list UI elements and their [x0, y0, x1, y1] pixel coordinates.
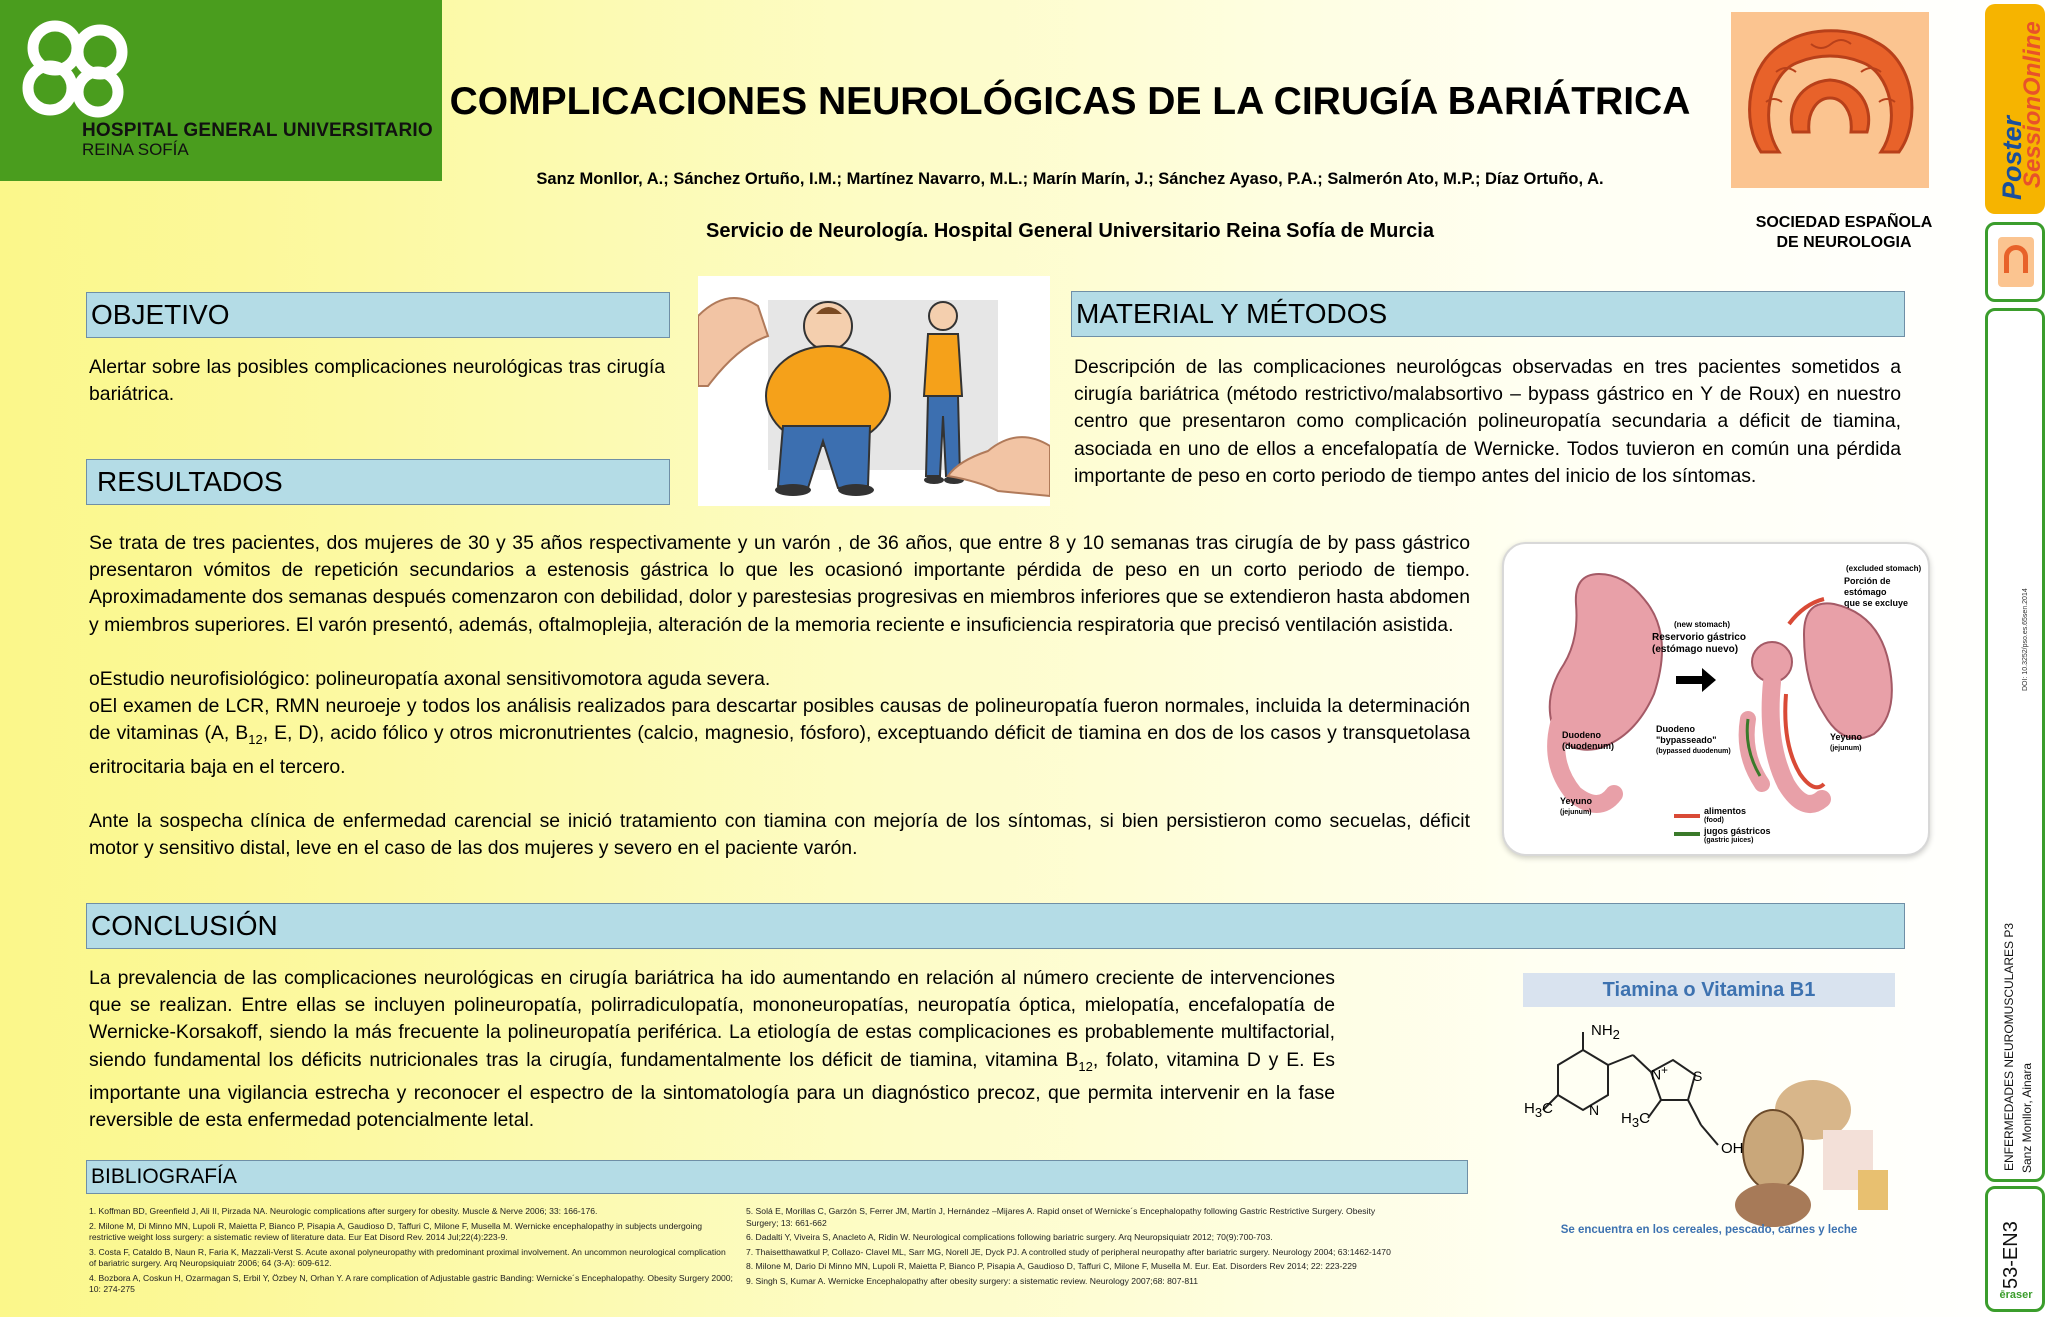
bibliografia-right	[746, 1206, 1406, 1290]
bib-ref-7: 7. Thaisetthawatkul P, Collazo- Clavel ML, Sarr MG, Norell JE, Dyck PJ. A controlled study of peripheral neuropathy after bariatric surgery. Neurology 2004; 63:1462-1470	[746, 1246, 1391, 1257]
session-word: SessionOnline	[2019, 21, 2046, 188]
bib-ref-3: 3. Costa F, Cataldo B, Naun R, Faria K, Mazzali-Verst S. Acute axonal polyneuropathy with predominant proximal involvement. An uncommon neurological complication of bariatric surgery. Arq Neuropsiquiatr 2006; 64 (3-A): 609-612.	[89, 1246, 726, 1268]
resultados-bullet-2: oEl examen de LCR, RMN neuroeje y todos los análisis realizados para descartar posibles causas de polineuropatía fueron normales, incluida la determinación de vitaminas (A, $B_{12}$, E, D), acido fólico y otros micronutrientes (calcio, magnesio, fósforo), exceptuando déficit de tiamina en dos de los casos y transquetolasa eritrocitaria baja en el tercero.	[89, 695, 1470, 778]
resultados-bullet-1: oEstudio neurofisiológico: polineuropatía axonal sensitivomotora aguda severa.	[89, 668, 771, 691]
resultados-paragraph-3: Ante la sospecha clínica de enfermedad carencial se inició tratamiento con tiamina con mejoría de los síntomas, si bien persistieron como secuelas, déficit motor y sensitivo distal, leve en el caso de las dos mujeres y severo en el paciente varón.	[89, 809, 1470, 860]
label-reservorio: Reservorio gástrico (estómago nuevo)	[1652, 632, 1746, 655]
label-duodeno-bypassed: Duodeno "bypasseado" (bypassed duodenum)	[1656, 724, 1731, 755]
gastric-bypass-diagram	[1502, 542, 1930, 856]
society-name	[1731, 213, 1957, 253]
sen-logo	[1731, 12, 1929, 188]
label-yeyuno-right: Yeyuno (jejunum)	[1830, 732, 1863, 752]
bullet-marker: o	[89, 695, 100, 718]
weight-loss-figures-icon	[698, 276, 1050, 506]
bib-ref-4: 4. Bozbora A, Coskun H, Ozarmagan S, Erbil Y, Özbey N, Orhan Y. A rare complication of Adjustable gastric Banding: Wernicke´s Encephalopathy. Obesity Surgery 2000; 10: 274-275	[89, 1272, 733, 1294]
label-n-ring: N	[1589, 1102, 1600, 1118]
doi-text: DOI: 10.3252/pso.es.65sen.2014	[2022, 588, 2029, 691]
society-name-line2: DE NEUROLOGIA	[1776, 234, 1912, 251]
brain-icon	[1731, 12, 1929, 188]
sen-mini-badge	[1985, 222, 2045, 302]
poster-info-panel	[1985, 308, 2045, 1182]
conclusion-text: La prevalencia de las complicaciones neurológicas en cirugía bariátrica ha ido aumentando en relación al número creciente de intervenciones que se realizan. Entre ellas se incluyen polineuropatía, polirradiculopatía, mononeuropatías, neuropatía óptica, mielopatía, encefalopatía de Wernicke-Korsakoff, siendo la más frecuente la polineuropatía periférica. La etiología de estas complicaciones es probablemente multifactorial, siendo fundamental los déficits nutricionales tras la cirugía, fundamentalmente los déficit de tiamina, vitamina $B_{12}$, folato, vitamina D y E. Es importante una vigilancia estrecha y reconocer el espectro de la sintomatología para un diagnóstico precoz, que permita intervenir en la fase reversible de esta enfermedad potencialmente letal.	[89, 967, 1336, 1131]
label-h3c-b: $H_3C$	[1621, 1110, 1650, 1130]
bullet-marker: o	[89, 668, 100, 691]
society-name-line1: SOCIEDAD ESPAÑOLA	[1755, 214, 1933, 231]
poster-title: COMPLICACIONES NEUROLÓGICAS DE LA CIRUGÍA BARIÁTRICA	[449, 80, 1691, 123]
sen-mini-icon	[1998, 237, 2034, 287]
label-nh2: $NH_2$	[1591, 1022, 1620, 1042]
label-h3c-a: $H_3C$	[1524, 1100, 1553, 1120]
author-text: Sanz Monllor, Ainara	[2020, 1062, 2034, 1173]
bib-ref-5: 5. Solá E, Morillas C, Garzón S, Ferrer JM, Martín J, Hernández –Mijares A. Rapid onset of Wernicke´s Encephalopathy following Gastric Restrictive Surgery. Obesity Surgery; 13: 661-662	[746, 1206, 1376, 1228]
objetivo-text: Alertar sobre las posibles complicaciones neurológicas tras cirugía bariátrica.	[89, 356, 665, 406]
material-heading: MATERIAL Y MÉTODOS	[1071, 291, 1905, 337]
bibliografia-left	[89, 1206, 735, 1299]
label-s: S	[1693, 1068, 1703, 1084]
conclusion-heading: CONCLUSIÓN	[86, 903, 1905, 949]
bib-ref-9: 9. Singh S, Kumar A. Wernicke Encephalopathy after obesity surgery: a sistematic review. Neurology 2007;68: 807-811	[746, 1275, 1199, 1286]
poster-service: Servicio de Neurología. Hospital General Universitario Reina Sofía de Murcia	[706, 220, 1434, 242]
poster-code: 53-EN3	[2000, 1221, 2022, 1289]
objetivo-heading: OBJETIVO	[86, 292, 670, 338]
eraser-brand: ēraser	[1999, 1289, 2033, 1301]
bib-ref-8: 8. Milone M, Dario Di Minno MN, Lupoli R, Maietta P, Bianco P, Pisapia A, Gaudioso D, Taffuri C, Milone F, Musella M. Eur. Eat. Disorders Rev 2014; 22: 223-229	[746, 1261, 1357, 1271]
poster-word: Poster	[1997, 115, 2027, 200]
hospital-logo	[0, 0, 442, 181]
resultados-body	[89, 530, 1470, 862]
obesity-illustration	[698, 276, 1050, 506]
label-alimentos: alimentos (food)	[1704, 806, 1747, 824]
label-jugos: jugos gástricos (gastric juices)	[1704, 826, 1771, 844]
vitamin-caption: Se encuentra en los cereales, pescado, carnes y leche	[1560, 1224, 1858, 1236]
bib-ref-1: 1. Koffman BD, Greenfield J, Ali II, Pirzada NA. Neurologic complications after surgery for obesity. Muscle & Nerve 2006; 33: 166-176.	[89, 1206, 598, 1216]
label-yeyuno-left: Yeyuno (jejunum)	[1560, 796, 1593, 816]
label-n-plus: N+	[1651, 1064, 1668, 1083]
bib-ref-6: 6. Dadalti Y, Viveira S, Anacleto A, Ridin W. Neurological complications following bariatric surgery. Arq Neuropsiquiatr 2012; 70(9):700-703.	[746, 1232, 1273, 1242]
label-duodeno-left: Duodeno (duodenum)	[1562, 730, 1614, 751]
label-excluded-stomach: (excluded stomach)	[1846, 564, 1922, 573]
bib-ref-2: 2. Milone M, Di Minno MN, Lupoli R, Maietta P, Bianco P, Pisapia A, Gaudioso D, Taffuri C, Milone F, Musella M. Wernicke encephalopathy in subjects undergoing restrictive weight loss surgery: a sistematic review of literature data. Eur Eat Disord Rev. 2014 Jul;22(4):223-9.	[89, 1220, 703, 1242]
material-text: Descripción de las complicaciones neurológcas observadas en tres pacientes sometidos a cirugía bariátrica (método restrictivo/malabsortivo – bypass gástrico en Y de Roux) en nuestro centro que presentaron como complicación polineuropatía secundaria a déficit de tiamina, asociada en uno de ellos a encefalopatía de Wernicke. Todos tuvieron en común una pérdida importante de peso en corto periodo de tiempo antes del inicio de los síntomas.	[1074, 356, 1901, 487]
label-porcion: Porción de estómago que se excluye	[1844, 576, 1909, 608]
hospital-logo-icon	[10, 18, 150, 118]
resultados-paragraph-1: Se trata de tres pacientes, dos mujeres de 30 y 35 años respectivamente y un varón , de 36 años, que entre 8 y 10 semanas tras cirugía de by pass gástrico presentaron vómitos de repetición secundarios a estenosis gástrica lo que les ocasionó importante pérdida de peso en un corto periodo de tiempo. Aproximadamente dos semanas después comenzaron con debilidad, dolor y parestesias progresivas en miembros inferiores que se extendieron hasta abdomen y miembros superiores. El varón presentó, además, oftalmoplejia, alteración de la memoria reciente e insuficiencia respiratoria que precisó ventilación asistida.	[89, 532, 1470, 636]
hospital-name-line2: REINA SOFÍA	[82, 140, 189, 159]
thiamine-molecule-icon	[1523, 1010, 1895, 1240]
label-new-stomach: (new stomach)	[1674, 620, 1731, 629]
category-text: ENFERMEDADES NEUROMUSCULARES P3	[2002, 922, 2016, 1171]
bibliografia-heading: BIBLIOGRAFÍA	[86, 1160, 1468, 1194]
vitamin-title: Tiamina o Vitamina B1	[1602, 979, 1816, 1001]
poster-code-panel	[1985, 1186, 2045, 1312]
hospital-name-line1: HOSPITAL GENERAL UNIVERSITARIO	[82, 120, 433, 141]
label-oh: OH	[1721, 1140, 1744, 1157]
poster-session-badge	[1985, 4, 2045, 214]
resultados-heading: RESULTADOS	[86, 459, 670, 505]
thiamine-figure	[1523, 1010, 1895, 1240]
poster-authors: Sanz Monllor, A.; Sánchez Ortuño, I.M.; Martínez Navarro, M.L.; Marín Marín, J.; Sánchez Ayaso, P.A.; Salmerón Ato, M.P.; Díaz Ortuño, A.	[536, 170, 1604, 188]
vitamin-title-bar	[1523, 973, 1895, 1007]
